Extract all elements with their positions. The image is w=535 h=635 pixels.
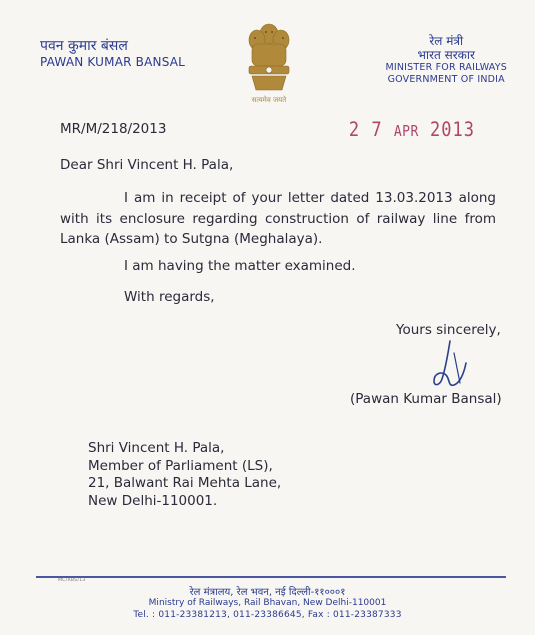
national-emblem [240, 22, 298, 106]
letter-paragraph-1 [60, 188, 496, 250]
lion-capital-icon [240, 22, 298, 106]
date-stamp [349, 119, 475, 142]
addressee-line-3: 21, Balwant Rai Mehta Lane, [88, 475, 282, 491]
salutation: Dear Shri Vincent H. Pala, [60, 157, 234, 173]
handwritten-signature [420, 333, 480, 393]
sender-name-block [40, 38, 185, 70]
addressee-line-4: New Delhi-110001. [88, 492, 218, 509]
date-stamp-day: 2 7 [348, 118, 383, 142]
signatory-name: (Pawan Kumar Bansal) [350, 391, 502, 407]
addressee-line-2: Member of Parliament (LS), [88, 457, 273, 474]
footer-hindi-address: रेल मंत्रालय, रेल भवन, नई दिल्ली-११०००१ [189, 587, 346, 598]
sender-name-english: PAWAN KUMAR BANSAL [40, 55, 186, 69]
date-stamp-year: 2013 [430, 118, 475, 142]
footer-small-mark: MC/RBS/13 [58, 578, 86, 583]
footer-contact: Tel. : 011-23381213, 011-23386645, Fax : 011-23387333 [133, 610, 402, 620]
letter-paragraph-2: I am having the matter examined. [124, 258, 356, 274]
ministry-hindi-line-1: रेल मंत्री [429, 34, 464, 48]
footer-divider [36, 576, 506, 578]
letter-paragraph-1-text: I am in receipt of your letter dated 13.03.2013 along with its enclosure regarding construction of railway line from Lanka (Assam) to Sutgna (Meghalaya). [60, 190, 496, 247]
ministry-english-line-1: MINISTER FOR RAILWAYS [385, 62, 507, 73]
ministry-hindi-line-2: भारत सरकार [417, 48, 475, 62]
emblem-motto: सत्यमेव जयते [251, 96, 287, 104]
closing-regards: With regards, [124, 289, 215, 305]
valediction: Yours sincerely, [396, 322, 501, 338]
sender-name-hindi: पवन कुमार बंसल [40, 38, 128, 54]
reference-number: MR/M/218/2013 [60, 121, 167, 137]
footer-english-address: Ministry of Railways, Rail Bhavan, New Delhi-110001 [148, 598, 387, 608]
date-stamp-month: APR [393, 123, 419, 141]
ministry-english-line-2: GOVERNMENT OF INDIA [387, 74, 505, 85]
ministry-block [385, 34, 507, 86]
addressee-block [88, 440, 281, 510]
addressee-line-1: Shri Vincent H. Pala, [88, 440, 225, 456]
